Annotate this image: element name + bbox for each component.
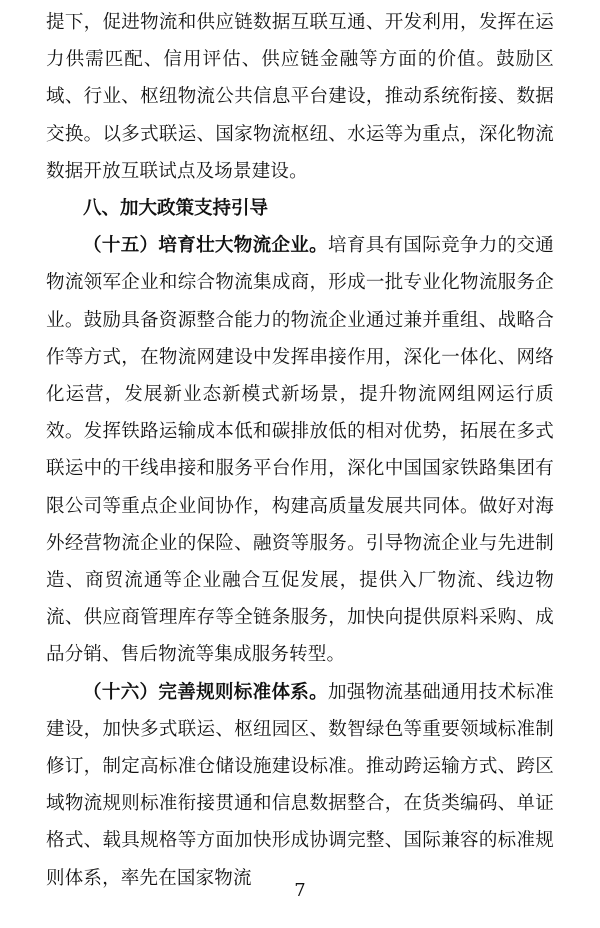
section-heading: 八、加大政策支持引导 (83, 198, 269, 220)
item-16-lead: （十六）完善规则标准体系。 (83, 681, 328, 703)
item-16-paragraph (46, 674, 554, 897)
document-body (46, 4, 554, 897)
item-15-lead: （十五）培育壮大物流企业。 (83, 235, 328, 257)
page-number: 7 (294, 880, 306, 901)
item-15-paragraph (46, 227, 554, 673)
item-16-body: 加强物流基础通用技术标准建设，加快多式联运、枢纽园区、数智绿色等重要领域标准制修订，制定高标准仓储设施建设标准。推动跨运输方式、跨区域物流规则标准衔接贯通和信息数据整合，在货类编码、单证格式、载具规格等方面加快形成协调完整、国际兼容的标准规则体系，率先在国家物流 (46, 681, 554, 889)
item-15-body: 培育具有国际竞争力的交通物流领军企业和综合物流集成商，形成一批专业化物流服务企业。鼓励具备资源整合能力的物流企业通过兼并重组、战略合作等方式，在物流网建设中发挥串接作用，深化一体化、网络化运营，发展新业态新模式新场景，提升物流网组网运行质效。发挥铁路运输成本低和碳排放低的相对优势，拓展在多式联运中的干线串接和服务平台作用，深化中国国家铁路集团有限公司等重点企业间协作，构建高质量发展共同体。做好对海外经营物流企业的保险、融资等服务。引导物流企业与先进制造、商贸流通等企业融合互促发展，提供入厂物流、线边物流、供应商管理库存等全链条服务，加快向提供原料采购、成品分销、售后物流等集成服务转型。 (46, 235, 554, 666)
intro-paragraph-continuation: 提下，促进物流和供应链数据互联互通、开发利用，发挥在运力供需匹配、信用评估、供应链金融等方面的价值。鼓励区域、行业、枢纽物流公共信息平台建设，推动系统衔接、数据交换。以多式联运、国家物流枢纽、水运等为重点，深化物流数据开放互联试点及场景建设。 (46, 12, 554, 182)
